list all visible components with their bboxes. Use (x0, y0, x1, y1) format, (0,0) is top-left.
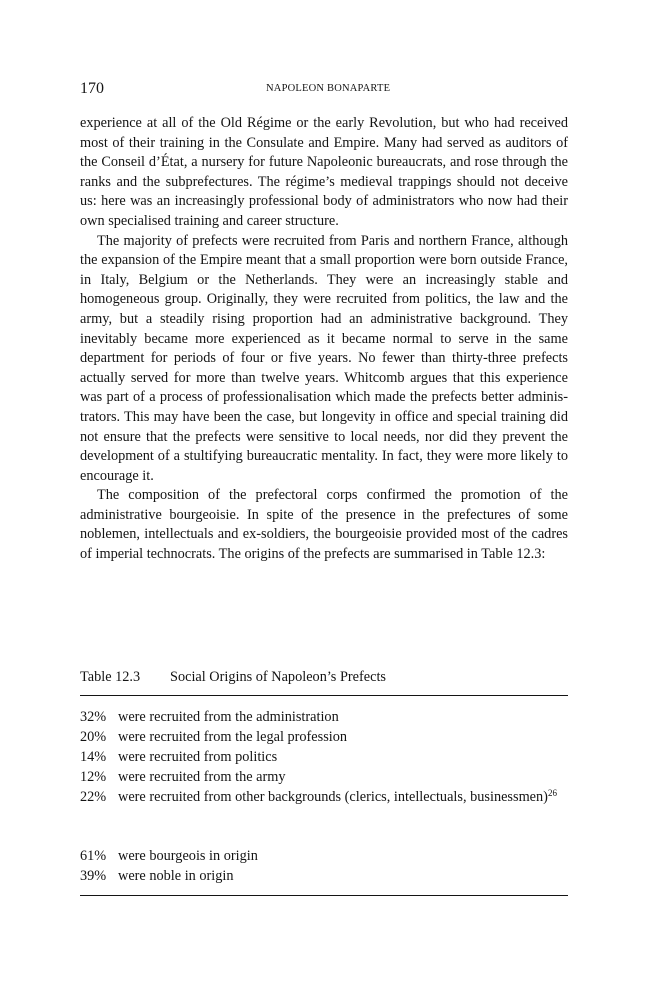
table-group-recruitment (80, 707, 568, 807)
table-caption (80, 667, 568, 687)
row-description (118, 787, 568, 807)
row-percentage: 32% (80, 709, 107, 725)
body-text (80, 114, 568, 565)
row-description: were recruited from the administration (118, 709, 339, 725)
table-row (80, 846, 568, 866)
row-description: were recruited from the legal profession (118, 729, 348, 745)
page-header (80, 77, 568, 101)
footnote-marker: 26 (547, 788, 557, 798)
table-group-origin (80, 846, 568, 886)
table-bottom-rule (80, 895, 568, 896)
paragraph: The composition of the prefectoral corps confirmed the promotion of the administrative bourgeoisie. In spite of the presence in the prefectures of some noblemen, intellectuals and ex-soldiers, the bourgeoisie provided most of the cadres of imperial technocrats. The origins of the prefects are summarised in Table 12.3: (80, 487, 568, 563)
row-percentage: 14% (80, 749, 107, 765)
table-row (80, 707, 568, 727)
table-row (80, 866, 568, 886)
row-percentage: 20% (80, 729, 107, 745)
table-title: Social Origins of Napoleon’s Prefects (170, 669, 386, 685)
paragraph: experience at all of the Old Régime or the early Revolution, but who had received most of their training in the Consulate and Empire. Many had served as auditors of the Conseil d’État, a nursery for future Napoleonic bureaucrats, and rose through the ranks and the subprefectures. The régime’s medieval trappings should not deceive us: here was an increasingly professional body of administrators who now had their own specialised training and career structure. (80, 115, 568, 229)
row-description-text: were recruited from other backgrounds (clerics, intellectuals, businessmen) (118, 789, 548, 805)
row-description: were recruited from the army (118, 769, 286, 785)
page-number: 170 (80, 80, 104, 97)
table-top-rule (80, 695, 568, 696)
row-percentage: 39% (80, 868, 107, 884)
paragraph: The majority of prefects were recruited from Paris and northern France, although the expansion of the Empire meant that a small proportion were born outside France, in Italy, Belgium or the Netherlands. They were an increasingly stable and homogeneous group. Originally, they were recruited from politics, the law and the army, but a steadily rising proportion had an administrative background. They inevitably became more experienced as it became normal to serve in the same department for periods of four or five years. No fewer than thirty-three prefects actually served for more than twelve years. Whitcomb argues that this experience was part of a process of professionalisation which made the prefects better administrators. This may have been the case, but longevity in office and special training did not ensure that the prefects were sensitive to local needs, nor did they prevent the development of a stultifying bureaucratic mentality. In fact, they were more likely to encourage it. (80, 232, 568, 484)
row-description: were noble in origin (118, 868, 234, 884)
table-row (80, 767, 568, 787)
table-row (80, 727, 568, 747)
table-label: Table 12.3 (80, 669, 141, 685)
row-description: were recruited from politics (118, 749, 278, 765)
table-row (80, 747, 568, 767)
table-row (80, 787, 568, 807)
row-percentage: 61% (80, 848, 107, 864)
row-percentage: 22% (80, 789, 107, 805)
row-description: were bourgeois in origin (118, 848, 258, 864)
running-head: NAPOLEON BONAPARTE (266, 83, 391, 94)
row-percentage: 12% (80, 769, 107, 785)
